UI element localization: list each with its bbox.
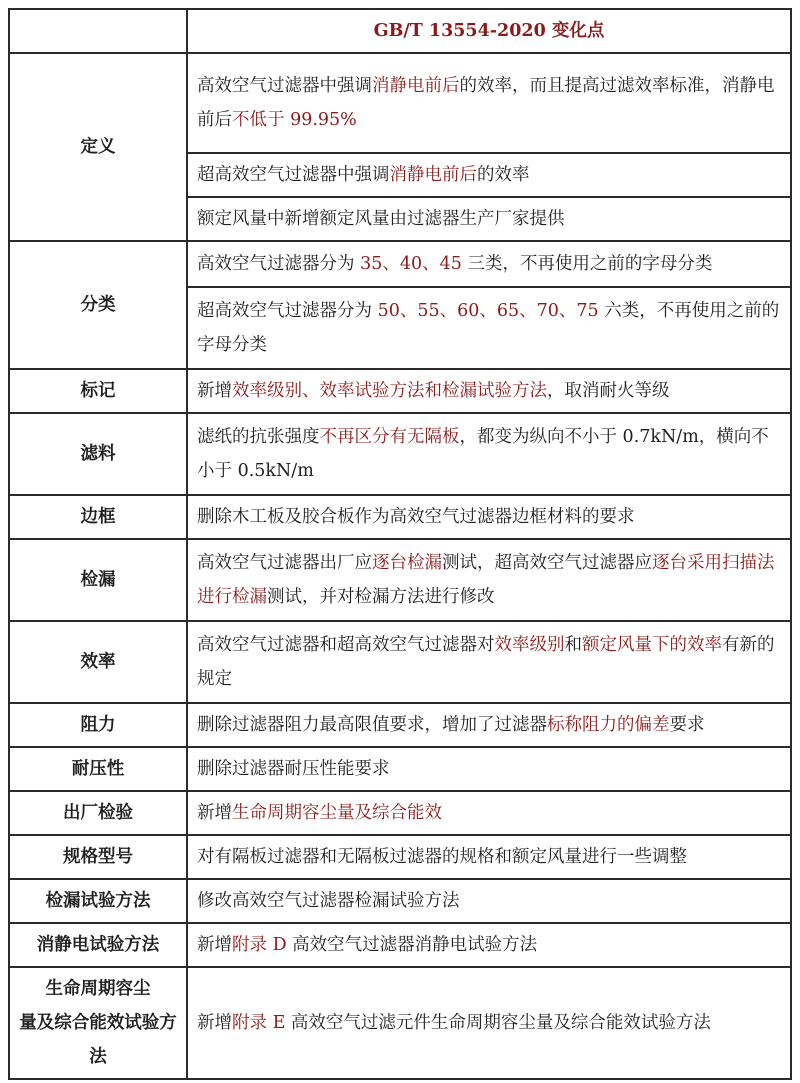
changes-table — [8, 8, 792, 1080]
row-content — [187, 539, 791, 621]
row-label: 检漏试验方法 — [9, 879, 187, 923]
row-content — [187, 241, 791, 287]
content-text: 高效空气过滤器出厂应 — [197, 553, 372, 573]
content-text: 对有隔板过滤器和无隔板过滤器的规格和额定风量进行一些调整 — [197, 847, 687, 867]
content-text: 新增 — [197, 1013, 232, 1033]
row-content — [187, 703, 791, 747]
content-text: 的效率 — [477, 165, 530, 185]
table-title: GB/T 13554-2020 变化点 — [187, 9, 791, 53]
content-text: 有新的规定 — [197, 635, 775, 689]
content-text: 新增 — [197, 381, 232, 401]
table-row — [9, 539, 791, 621]
content-text: 新增 — [197, 803, 232, 823]
row-label: 耐压性 — [9, 747, 187, 791]
content-text: 六类，不再使用之前的字母分类 — [197, 301, 780, 355]
row-label: 分类 — [9, 241, 187, 369]
highlighted-text: 附录 E — [232, 1013, 286, 1033]
highlighted-text: 额定风量下的效率 — [582, 635, 722, 655]
row-label-line: 量及综合能效试验方法 — [19, 1013, 177, 1067]
content-text: ，取消耐火等级 — [547, 381, 670, 401]
table-row — [9, 495, 791, 539]
row-content — [187, 923, 791, 967]
content-text: ，都变为纵向不小于 0.7kN/m，横向不小于 0.5kN/m — [197, 427, 769, 481]
content-text: 测试，超高效空气过滤器应 — [442, 553, 652, 573]
row-label: 效率 — [9, 621, 187, 703]
row-content — [187, 621, 791, 703]
content-text: 三类，不再使用之前的字母分类 — [461, 254, 713, 274]
row-label: 检漏 — [9, 539, 187, 621]
row-label: 规格型号 — [9, 835, 187, 879]
highlighted-text: 不低于 99.95% — [232, 110, 357, 130]
table-row — [9, 369, 791, 413]
content-text: 修改高效空气过滤器检漏试验方法 — [197, 891, 460, 911]
content-text: 要求 — [669, 715, 705, 735]
highlighted-text: 50、55、60、65、70、75 — [377, 301, 599, 321]
content-text: 的效率，而且提高过滤效率标准，消静电前后 — [197, 76, 775, 130]
highlighted-text: 生命周期容尘量及综合能效 — [232, 803, 442, 823]
content-text: 高效空气过滤器分为 — [197, 254, 361, 274]
row-label — [9, 967, 187, 1079]
table-row — [9, 621, 791, 703]
row-label: 定义 — [9, 53, 187, 241]
highlighted-text: 不再区分有无隔板 — [319, 427, 460, 447]
content-text: 超高效空气过滤器中强调 — [197, 165, 390, 185]
row-label: 滤料 — [9, 413, 187, 495]
content-text: 删除木工板及胶合板作为高效空气过滤器边框材料的要求 — [197, 507, 635, 527]
content-text: 高效空气过滤器和超高效空气过滤器对 — [197, 635, 495, 655]
content-text: 高效空气过滤元件生命周期容尘量及综合能效试验方法 — [285, 1013, 711, 1033]
table-row — [9, 413, 791, 495]
table-row — [9, 923, 791, 967]
row-label: 标记 — [9, 369, 187, 413]
row-content — [187, 53, 791, 153]
content-text: 额定风量中新增额定风量由过滤器生产厂家提供 — [197, 209, 565, 229]
table-row — [9, 241, 791, 287]
row-content — [187, 413, 791, 495]
table-row — [9, 835, 791, 879]
header-row — [9, 9, 791, 53]
table-row — [9, 879, 791, 923]
table-row — [9, 747, 791, 791]
table-row — [9, 967, 791, 1079]
row-label: 出厂检验 — [9, 791, 187, 835]
table-row — [9, 791, 791, 835]
content-text: 高效空气过滤器中强调 — [197, 76, 372, 96]
highlighted-text: 效率级别、效率试验方法和检漏试验方法 — [232, 381, 547, 401]
row-label: 消静电试验方法 — [9, 923, 187, 967]
highlighted-text: 逐台采用扫描法进行检漏 — [197, 553, 775, 607]
row-content — [187, 153, 791, 197]
row-content — [187, 197, 791, 241]
content-text: 测试，并对检漏方法进行修改 — [267, 587, 495, 607]
highlighted-text: 逐台检漏 — [372, 553, 442, 573]
row-content — [187, 835, 791, 879]
content-text: 和 — [564, 635, 582, 655]
table-row — [9, 703, 791, 747]
highlighted-text: 35、40、45 — [360, 254, 462, 274]
content-text: 高效空气过滤器消静电试验方法 — [286, 935, 538, 955]
header-blank-cell — [9, 9, 187, 53]
table-body — [9, 53, 791, 1079]
row-content — [187, 791, 791, 835]
row-label: 阻力 — [9, 703, 187, 747]
row-label-line: 生命周期容尘 — [45, 979, 151, 999]
row-content — [187, 879, 791, 923]
content-text: 删除过滤器阻力最高限值要求，增加了过滤器 — [197, 715, 547, 735]
row-content — [187, 287, 791, 369]
table-row — [9, 53, 791, 153]
highlighted-text: 标称阻力的偏差 — [547, 715, 670, 735]
highlighted-text: 消静电前后 — [389, 165, 477, 185]
content-text: 新增 — [197, 935, 232, 955]
row-label: 边框 — [9, 495, 187, 539]
highlighted-text: 效率级别 — [494, 635, 565, 655]
highlighted-text: 附录 D — [232, 935, 287, 955]
content-text: 超高效空气过滤器分为 — [197, 301, 378, 321]
row-content — [187, 495, 791, 539]
row-content — [187, 967, 791, 1079]
content-text: 滤纸的抗张强度 — [197, 427, 320, 447]
content-text: 删除过滤器耐压性能要求 — [197, 759, 390, 779]
row-content — [187, 747, 791, 791]
row-content — [187, 369, 791, 413]
highlighted-text: 消静电前后 — [372, 76, 460, 96]
